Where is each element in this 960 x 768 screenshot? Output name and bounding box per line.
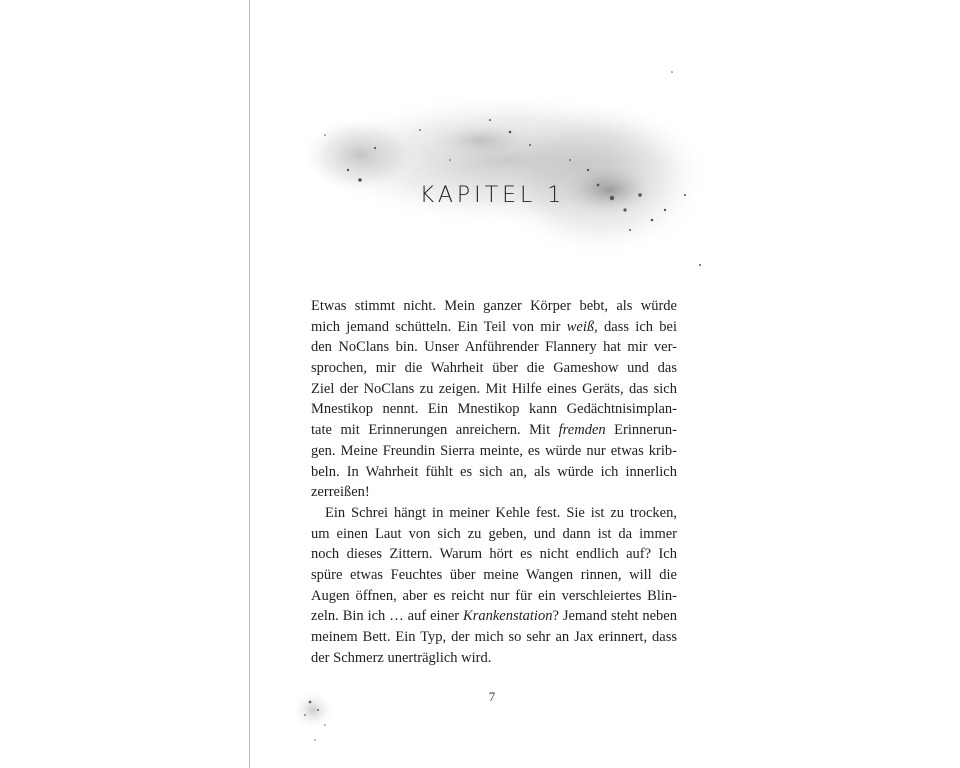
paragraph-2	[311, 503, 677, 669]
text-line: sprochen, mir die Wahrheit über die Gameshow und das	[311, 360, 677, 377]
text-line: Etwas stimmt nicht. Mein ganzer Körper bebt, als würde	[311, 298, 677, 314]
text-line: zerreißen!	[311, 484, 370, 501]
text-line: gen. Meine Freundin Sierra meinte, es würde nur etwas krib-	[311, 442, 677, 459]
text-line: mich jemand schütteln. Ein Teil von mir weiß, dass ich bei	[311, 318, 677, 335]
text-line: der Schmerz unerträglich wird.	[311, 649, 492, 666]
text-line: Ziel der NoClans zu zeigen. Mit Hilfe eines Geräts, das sich	[311, 380, 677, 397]
text-line: meinem Bett. Ein Typ, der mich so sehr an Jax erinnert, dass	[311, 629, 677, 645]
chapter-title: KAPITEL 1	[419, 183, 566, 208]
text-line: Ein Schrei hängt in meiner Kehle fest. Sie ist zu trocken,	[325, 504, 677, 521]
text-line: zeln. Bin ich … auf einer Krankenstation? Jemand steht neben	[311, 608, 677, 625]
chapter-body	[311, 296, 677, 668]
left-page-blank	[0, 0, 249, 768]
text-line: tate mit Erinnerungen anreichern. Mit fremden Erinnerun-	[311, 422, 677, 439]
text-line: den NoClans bin. Unser Anführender Flannery hat mir ver-	[311, 339, 677, 356]
paragraph-1	[311, 296, 677, 503]
text-line: beln. In Wahrheit fühlt es sich an, als würde ich innerlich	[311, 463, 677, 480]
ink-speck-decoration	[285, 680, 355, 760]
page-number: 7	[488, 689, 496, 704]
text-line: Augen öffnen, aber es reicht nur für ein verschleiertes Blin-	[311, 587, 677, 604]
text-line: spüre etwas Feuchtes über meine Wangen rinnen, will die	[311, 566, 677, 583]
text-line: um einen Laut von sich zu geben, und dann ist da immer	[311, 525, 677, 542]
text-line: noch dieses Zittern. Warum hört es nicht endlich auf? Ich	[311, 546, 677, 563]
text-line: Mnestikop nennt. Ein Mnestikop kann Gedächtnisimplan-	[311, 401, 677, 418]
ink-splash-decoration	[300, 60, 720, 280]
